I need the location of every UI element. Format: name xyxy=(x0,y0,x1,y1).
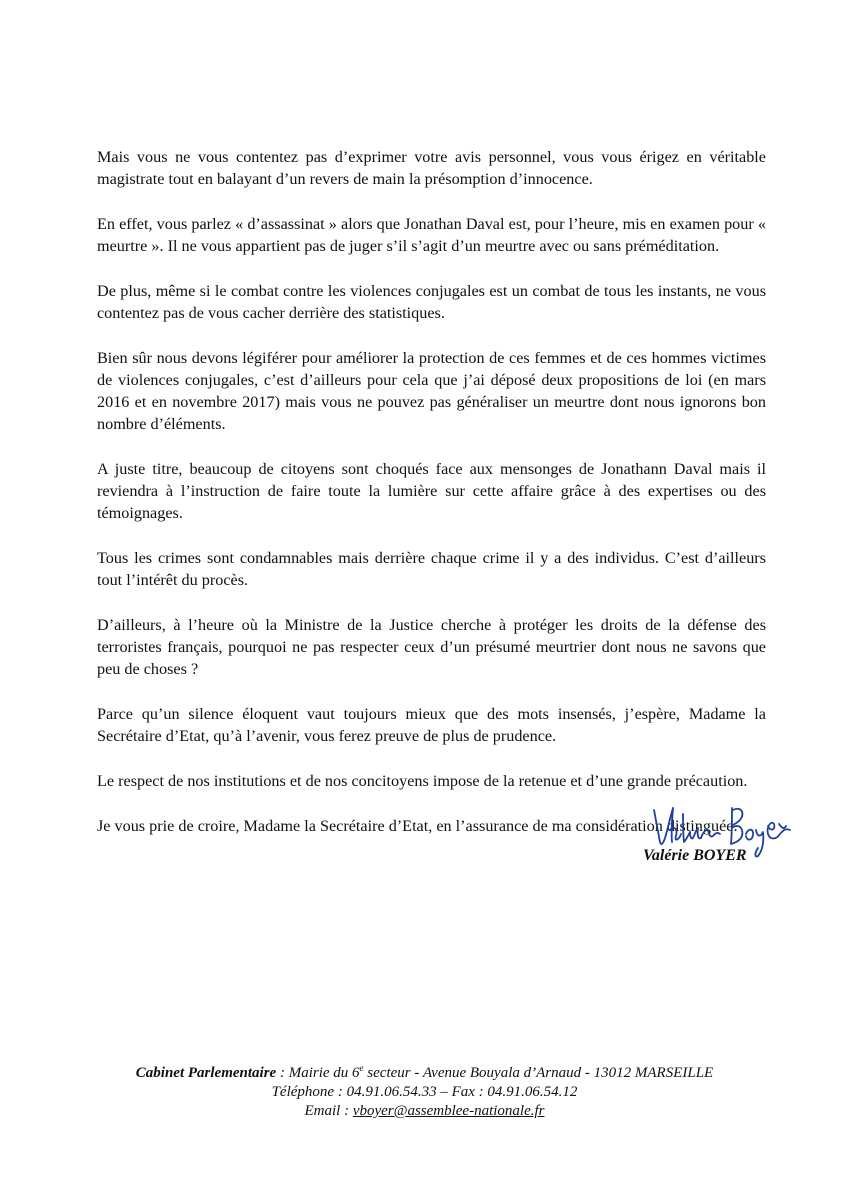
letter-body xyxy=(97,146,766,860)
footer-phone-line: Téléphone : 04.91.06.54.33 – Fax : 04.91.06.54.12 xyxy=(271,1084,578,1100)
paragraph-10: Je vous prie de croire, Madame la Secrétaire d’Etat, en l’assurance de ma considération distinguée. xyxy=(97,817,738,835)
email-label: Email : xyxy=(304,1103,353,1119)
paragraph-6: Tous les crimes sont condamnables mais derrière chaque crime il y a des individus. C’est d’ailleurs tout l’intérêt du procès. xyxy=(97,549,766,589)
paragraph-9: Le respect de nos institutions et de nos concitoyens impose de la retenue et d’une grande précaution. xyxy=(97,772,748,790)
footer-address-line xyxy=(0,1064,849,1083)
office-label: Cabinet Parlementaire xyxy=(135,1065,277,1081)
footer-email-line xyxy=(0,1102,849,1121)
paragraph-5: A juste titre, beaucoup de citoyens sont choqués face aux mensonges de Jonathann Daval mais il reviendra à l’instruction de faire toute la lumière sur cette affaire grâce à des expertises ou des témoignages. xyxy=(97,460,766,522)
paragraph-2: En effet, vous parlez « d’assassinat » alors que Jonathan Daval est, pour l’heure, mis en examen pour « meurtre ». Il ne vous appartient pas de juger s’il s’agit d’un meurtre avec ou sans préméditation. xyxy=(97,215,766,255)
paragraph-7: D’ailleurs, à l’heure où la Ministre de la Justice cherche à protéger les droits de la défense des terroristes français, pourquoi ne pas respecter ceux d’un présumé meurtrier dont nous ne savons que peu de choses ? xyxy=(97,616,766,678)
paragraph-4: Bien sûr nous devons légiférer pour améliorer la protection de ces femmes et de ces hommes victimes de violences conjugales, c’est d’ailleurs pour cela que j’ai déposé deux propositions de loi (en mars 2016 et en novembre 2017) mais vous ne pouvez pas généraliser un meurtre dont nous ignorons bon nombre d’éléments. xyxy=(97,349,766,433)
paragraph-1: Mais vous ne vous contentez pas d’exprimer votre avis personnel, vous vous érigez en véritable magistrate tout en balayant d’un revers de main la présomption d’innocence. xyxy=(97,148,766,188)
letter-footer xyxy=(0,1064,849,1121)
address-superscript: e xyxy=(359,1063,364,1073)
paragraph-3: De plus, même si le combat contre les violences conjugales est un combat de tous les instants, ne vous contentez pas de vous cacher derrière des statistiques. xyxy=(97,282,766,322)
address-prefix: : Mairie du 6 xyxy=(276,1065,360,1081)
address-suffix: secteur - Avenue Bouyala d’Arnaud - 13012 MARSEILLE xyxy=(363,1065,714,1081)
email-link[interactable]: vboyer@assemblee-nationale.fr xyxy=(352,1103,545,1119)
paragraph-8: Parce qu’un silence éloquent vaut toujours mieux que des mots insensés, j’espère, Madame la Secrétaire d’Etat, qu’à l’avenir, vous ferez preuve de plus de prudence. xyxy=(97,705,766,745)
signatory-name: Valérie BOYER xyxy=(643,847,747,864)
